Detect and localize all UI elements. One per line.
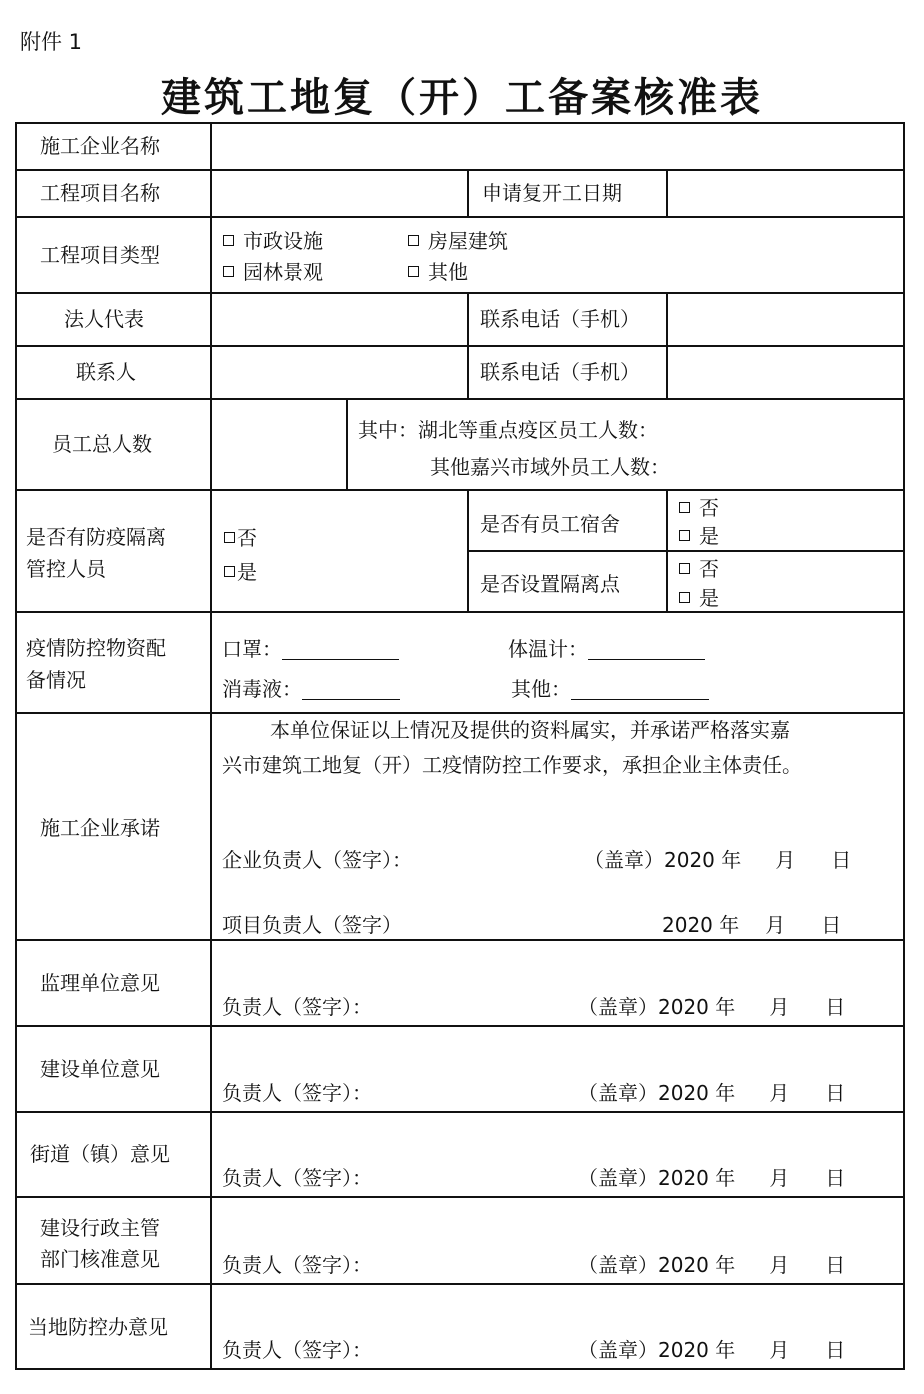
company-head-signature: 企业负责人（签字）： — [222, 848, 412, 872]
resume-date-label: 申请复开工日期 — [482, 181, 622, 205]
thermometer-label: 体温计： — [508, 637, 705, 661]
construction-unit-signer: 负责人（签字）： — [222, 1081, 372, 1105]
disinfectant-input[interactable] — [302, 681, 400, 700]
project-head-date: 2020 年 月 日 — [662, 913, 842, 937]
resume-date-field[interactable] — [670, 173, 900, 213]
other-supplies-label: 其他： — [511, 677, 709, 701]
local-office-seal-date: （盖章）2020 年 月 日 — [578, 1338, 846, 1362]
form-title: 建筑工地复（开）工备案核准表 — [161, 74, 763, 121]
local-office-label: 当地防控办意见 — [28, 1315, 168, 1339]
checkbox-icon — [679, 530, 690, 541]
legal-rep-phone-label: 联系电话（手机） — [480, 307, 640, 331]
checkbox-icon — [223, 266, 234, 277]
attachment-label: 附件 1 — [20, 30, 83, 54]
contact-label: 联系人 — [76, 360, 136, 384]
supplies-label-line1: 疫情防控物资配 — [26, 636, 166, 660]
commitment-text-line2: 兴市建筑工地复（开）工疫情防控工作要求，承担企业主体责任。 — [222, 753, 802, 777]
other-supplies-input[interactable] — [571, 681, 709, 700]
legal-rep-field[interactable] — [214, 296, 464, 342]
project-head-signature: 项目负责人（签字） — [222, 913, 402, 937]
mask-input[interactable] — [282, 641, 399, 660]
isolation-yes-option[interactable]: 是 — [679, 586, 719, 610]
project-name-field[interactable] — [214, 173, 464, 213]
checkbox-icon — [408, 235, 419, 246]
checkbox-icon — [679, 502, 690, 513]
dormitory-yes-option[interactable]: 是 — [679, 524, 719, 548]
staff-total-label: 员工总人数 — [52, 432, 152, 456]
checkbox-icon — [679, 592, 690, 603]
local-office-signer: 负责人（签字）： — [222, 1338, 372, 1362]
contact-phone-label: 联系电话（手机） — [480, 360, 640, 384]
admin-signer: 负责人（签字）： — [222, 1253, 372, 1277]
type-option-building[interactable]: 房屋建筑 — [408, 229, 508, 253]
dormitory-label: 是否有员工宿舍 — [480, 512, 620, 536]
street-label: 街道（镇）意见 — [30, 1142, 170, 1166]
checkbox-icon — [224, 566, 235, 577]
company-name-label: 施工企业名称 — [40, 134, 160, 158]
checkbox-icon — [408, 266, 419, 277]
project-name-label: 工程项目名称 — [40, 181, 160, 205]
dormitory-no-option[interactable]: 否 — [679, 496, 719, 520]
type-option-other[interactable]: 其他 — [408, 260, 468, 284]
street-signer: 负责人（签字）： — [222, 1166, 372, 1190]
legal-rep-label: 法人代表 — [64, 307, 144, 331]
street-seal-date: （盖章）2020 年 月 日 — [578, 1166, 846, 1190]
quarantine-label-line2: 管控人员 — [26, 557, 106, 581]
construction-unit-seal-date: （盖章）2020 年 月 日 — [578, 1081, 846, 1105]
company-name-field[interactable] — [214, 126, 900, 166]
admin-label-line2: 部门核准意见 — [40, 1247, 160, 1271]
type-option-landscape[interactable]: 园林景观 — [223, 260, 323, 284]
quarantine-label-line1: 是否有防疫隔离 — [26, 525, 166, 549]
hubei-staff-label: 其中：湖北等重点疫区员工人数： — [358, 418, 658, 442]
mask-label: 口罩： — [222, 637, 399, 661]
commitment-seal-date: （盖章）2020 年 月 日 — [584, 848, 852, 872]
quarantine-yes-option[interactable]: 是 — [224, 560, 257, 584]
commitment-label: 施工企业承诺 — [40, 816, 160, 840]
checkbox-icon — [223, 235, 234, 246]
isolation-no-option[interactable]: 否 — [679, 557, 719, 581]
contact-phone-field[interactable] — [670, 349, 900, 395]
type-option-municipal[interactable]: 市政设施 — [223, 229, 323, 253]
admin-seal-date: （盖章）2020 年 月 日 — [578, 1253, 846, 1277]
isolation-label: 是否设置隔离点 — [480, 572, 620, 596]
supervision-seal-date: （盖章）2020 年 月 日 — [578, 995, 846, 1019]
checkbox-icon — [679, 563, 690, 574]
admin-label-line1: 建设行政主管 — [40, 1216, 160, 1240]
thermometer-input[interactable] — [588, 641, 705, 660]
staff-total-field[interactable] — [214, 402, 343, 486]
contact-field[interactable] — [214, 349, 464, 395]
supplies-label-line2: 备情况 — [26, 668, 86, 692]
supervision-signer: 负责人（签字）： — [222, 995, 372, 1019]
checkbox-icon — [224, 532, 235, 543]
commitment-text-line1: 本单位保证以上情况及提供的资料属实，并承诺严格落实嘉 — [270, 718, 790, 742]
supervision-label: 监理单位意见 — [40, 971, 160, 995]
project-type-label: 工程项目类型 — [40, 243, 160, 267]
quarantine-no-option[interactable]: 否 — [224, 526, 257, 550]
legal-rep-phone-field[interactable] — [670, 296, 900, 342]
other-staff-label: 其他嘉兴市域外员工人数： — [430, 455, 670, 479]
disinfectant-label: 消毒液： — [222, 677, 400, 701]
construction-unit-label: 建设单位意见 — [40, 1057, 160, 1081]
